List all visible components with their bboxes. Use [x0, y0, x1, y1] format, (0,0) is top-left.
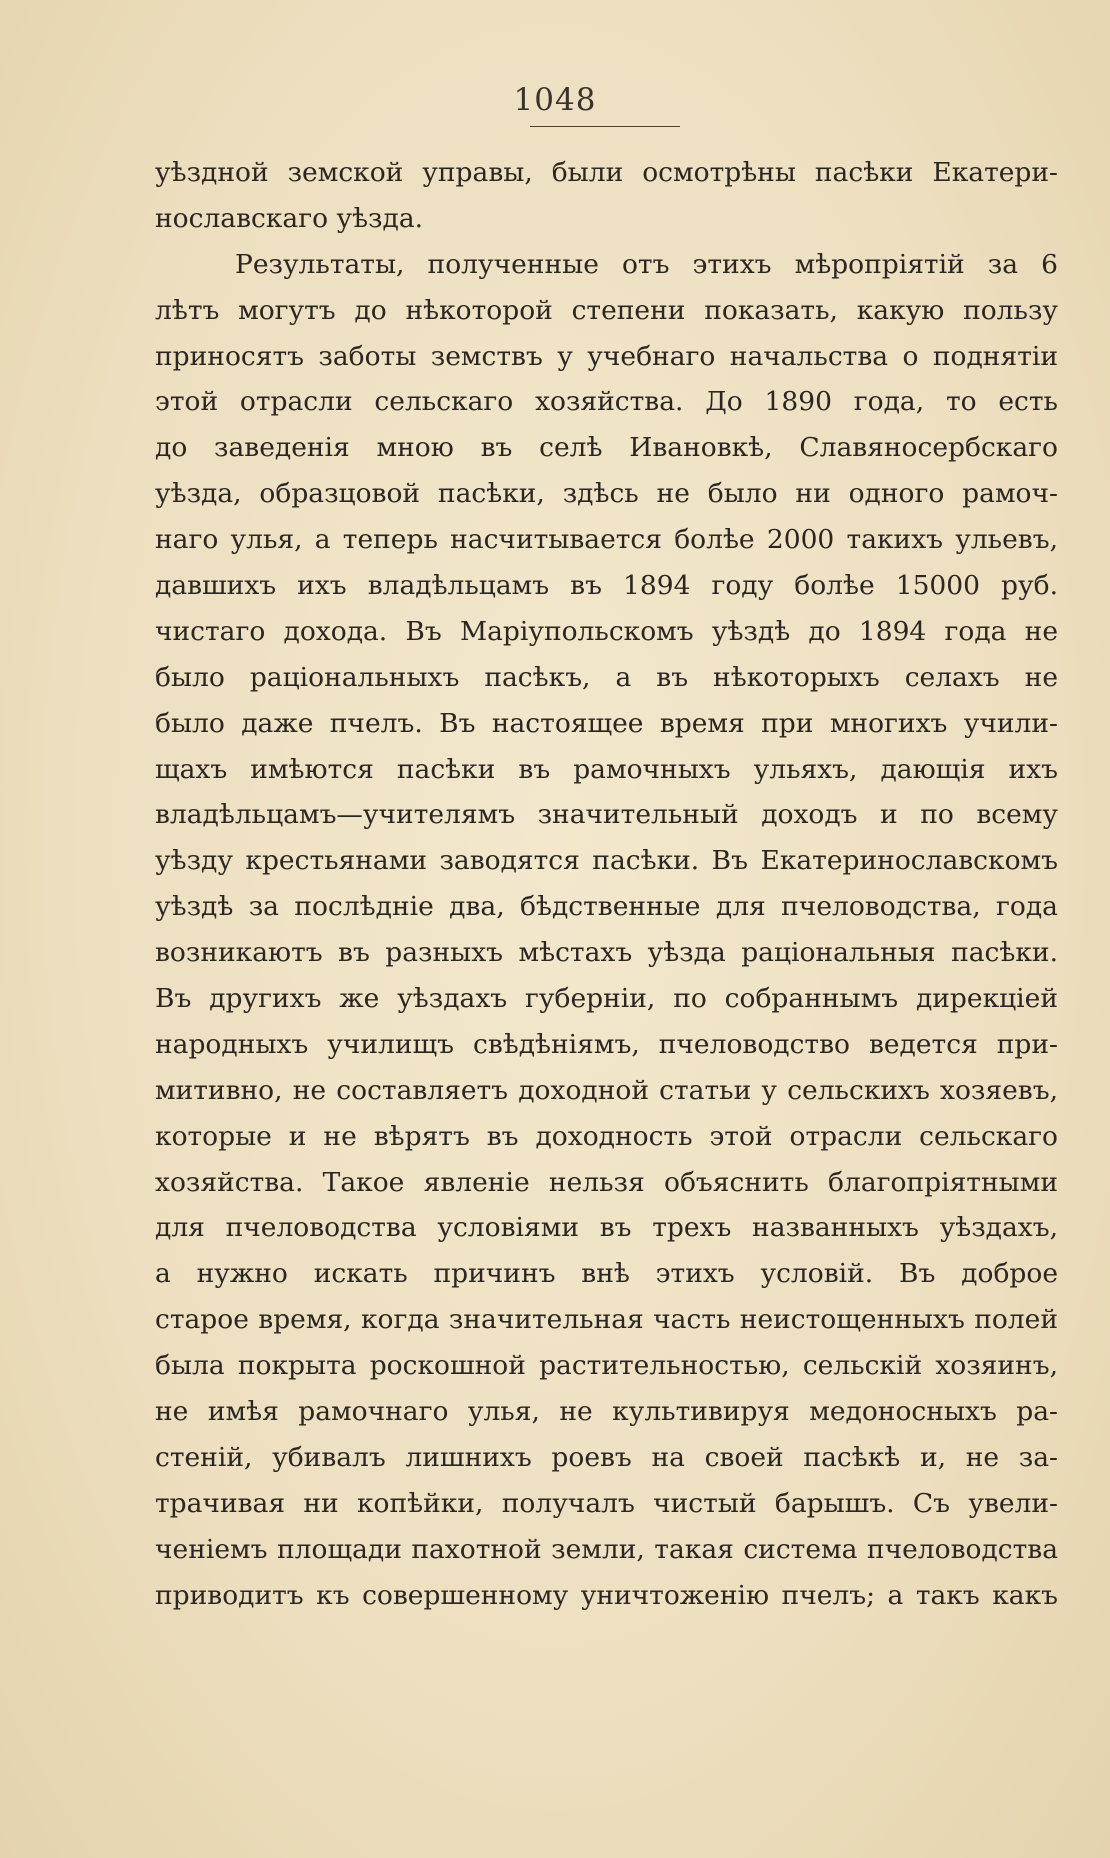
- text-line: наго улья, а теперь насчитывается болѣе 2000 такихъ ульевъ,: [155, 524, 1058, 556]
- text-line: Въ другихъ же уѣздахъ губерніи, по собраннымъ дирекціей: [155, 983, 1058, 1015]
- text-line: не имѣя рамочнаго улья, не культивируя медоносныхъ ра-: [155, 1396, 1058, 1428]
- text-line: уѣзду крестьянами заводятся пасѣки. Въ Екатеринославскомъ: [155, 845, 1058, 877]
- text-line: уѣздѣ за послѣдніе два, бѣдственные для пчеловодства, года: [155, 891, 1058, 923]
- text-line: стеній, убивалъ лишнихъ роевъ на своей пасѣкѣ и, не за-: [155, 1441, 1058, 1473]
- text-line: этой отрасли сельскаго хозяйства. До 1890 года, то есть: [155, 386, 1058, 418]
- text-line: приводитъ къ совершенному уничтоженію пчелъ; а такъ какъ: [155, 1579, 1058, 1611]
- text-line: которые и не вѣрятъ въ доходность этой отрасли сельскаго: [155, 1120, 1058, 1152]
- text-line: давшихъ ихъ владѣльцамъ въ 1894 году болѣе 15000 руб.: [155, 570, 1058, 602]
- text-line: старое время, когда значительная часть неистощенныхъ полей: [155, 1304, 1058, 1336]
- text-line: владѣльцамъ—учителямъ значительный доходъ и по всему: [155, 799, 1058, 831]
- text-line: приносятъ заботы земствъ у учебнаго начальства о поднятіи: [155, 340, 1058, 372]
- text-line: была покрыта роскошной растительностью, сельскій хозяинъ,: [155, 1350, 1058, 1382]
- text-line: нославскаго уѣзда.: [155, 202, 424, 234]
- text-line: для пчеловодства условіями въ трехъ названныхъ уѣздахъ,: [155, 1212, 1058, 1244]
- text-line: чистаго дохода. Въ Маріупольскомъ уѣздѣ до 1894 года не: [155, 615, 1058, 647]
- text-line: возникаютъ въ разныхъ мѣстахъ уѣзда раціональныя пасѣки.: [155, 937, 1058, 969]
- text-line: было раціональныхъ пасѣкъ, а въ нѣкоторыхъ селахъ не: [155, 661, 1058, 693]
- text-line: до заведенія мною въ селѣ Ивановкѣ, Славяносербскаго: [155, 432, 1058, 464]
- text-line: щахъ имѣются пасѣки въ рамочныхъ ульяхъ, дающія ихъ: [155, 753, 1058, 785]
- text-line: Результаты, полученные отъ этихъ мѣропріятій за 6: [235, 248, 1058, 280]
- text-line: уѣзда, образцовой пасѣки, здѣсь не было ни одного рамоч-: [155, 478, 1058, 510]
- text-line: митивно, не составляетъ доходной статьи у сельскихъ хозяевъ,: [155, 1074, 1058, 1106]
- text-line: трачивая ни копѣйки, получалъ чистый барышъ. Съ увели-: [155, 1487, 1058, 1519]
- text-line: ченіемъ площади пахотной земли, такая система пчеловодства: [155, 1533, 1058, 1565]
- text-line: лѣтъ могутъ до нѣкоторой степени показать, какую пользу: [155, 294, 1058, 326]
- page-number-rule: [530, 126, 680, 127]
- text-line: хозяйства. Такое явленіе нельзя объяснить благопріятными: [155, 1166, 1058, 1198]
- text-line: народныхъ училищъ свѣдѣніямъ, пчеловодство ведется при-: [155, 1028, 1058, 1060]
- text-line: было даже пчелъ. Въ настоящее время при многихъ учили-: [155, 707, 1058, 739]
- text-line: уѣздной земской управы, были осмотрѣны пасѣки Екатери-: [155, 157, 1058, 188]
- text-line: а нужно искать причинъ внѣ этихъ условій. Въ доброе: [155, 1258, 1058, 1290]
- page-number: 1048: [513, 82, 597, 118]
- body-text: [155, 150, 1058, 1619]
